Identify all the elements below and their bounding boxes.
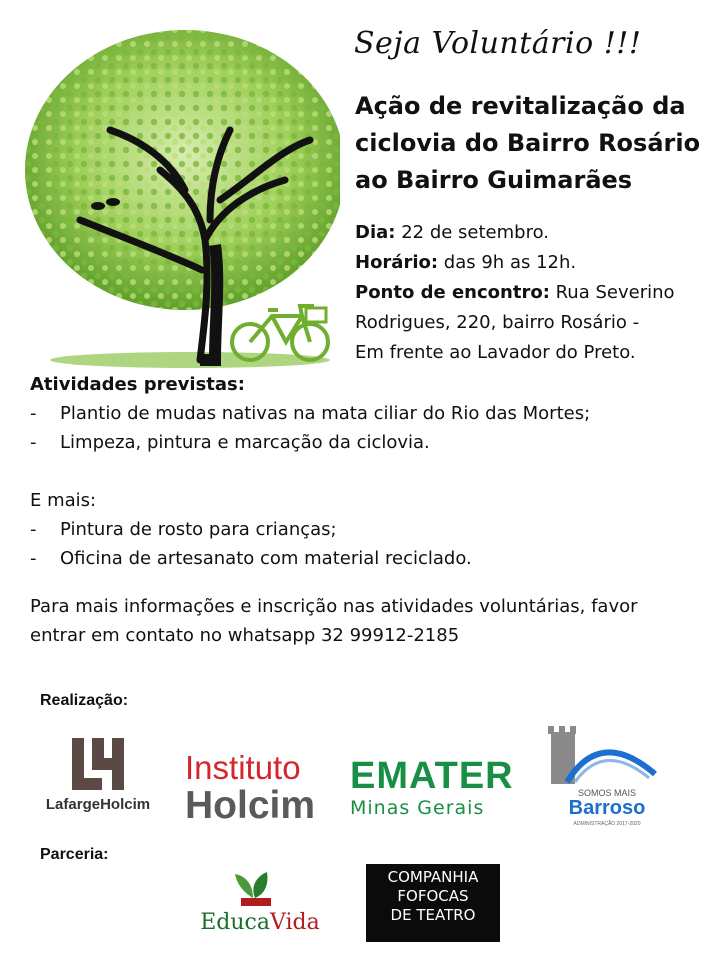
contact-line: entrar em contato no whatsapp 32 99912-2185 (30, 625, 460, 646)
list-item (30, 428, 710, 457)
date-label: Dia: (355, 222, 396, 243)
body-text (30, 370, 710, 573)
fofocas-line: DE TEATRO (390, 906, 476, 924)
parceria-label: Parceria: (40, 846, 109, 863)
educa-word: Educa (200, 910, 270, 935)
event-details (355, 218, 715, 368)
instituto-holcim-logo (185, 750, 335, 826)
activity-item: Limpeza, pintura e marcação da ciclovia. (60, 432, 430, 453)
holcim-text: Holcim (185, 784, 316, 827)
realizacao-label: Realização: (40, 692, 129, 709)
emater-logo (350, 756, 520, 820)
instituto-text: Instituto (185, 749, 301, 786)
headline-line: ciclovia do Bairro Rosário (355, 129, 701, 157)
activity-item: Plantio de mudas nativas na mata ciliar do Rio das Mortes; (60, 403, 591, 424)
list-item (30, 544, 710, 573)
barroso-admin: ADMINISTRAÇÃO 2017-2020 (573, 821, 641, 827)
tagline: Seja Voluntário !!! (354, 26, 642, 61)
emater-text: EMATER (350, 755, 514, 797)
list-item (30, 515, 710, 544)
tree-bicycle-illustration (10, 20, 340, 370)
barroso-somos-mais: SOMOS MAIS (577, 788, 637, 798)
headline (355, 88, 715, 199)
somos-mais-barroso-logo (545, 724, 670, 829)
extras-title: E mais: (30, 490, 97, 511)
meeting-point-line: Em frente ao Lavador do Preto. (355, 342, 636, 363)
minas-gerais-text: Minas Gerais (350, 797, 485, 819)
barroso-name: Barroso (568, 797, 646, 819)
fofocas-teatro-name (366, 868, 500, 925)
headline-line: Ação de revitalização da (355, 92, 686, 120)
meeting-point-value: Rua Severino (549, 282, 675, 303)
activities-title: Atividades previstas: (30, 374, 245, 395)
educavida-name (195, 910, 325, 935)
bullet: - (30, 432, 37, 453)
time-line (355, 248, 715, 278)
extra-item: Oficina de artesanato com material reciclado. (60, 548, 472, 569)
contact-line: Para mais informações e inscrição nas atividades voluntárias, favor (30, 596, 638, 617)
date-value: 22 de setembro. (395, 222, 550, 243)
lafargeholcim-name: LafargeHolcim (45, 796, 151, 813)
meeting-point-label: Ponto de encontro: (355, 282, 550, 303)
headline-line: ao Bairro Guimarães (355, 166, 633, 194)
time-label: Horário: (355, 252, 439, 273)
date-line (355, 218, 715, 248)
meeting-point-line (355, 278, 715, 308)
bullet: - (30, 548, 37, 569)
bullet: - (30, 519, 37, 540)
fofocas-line: FOFOCAS (397, 887, 469, 905)
extra-item: Pintura de rosto para crianças; (60, 519, 337, 540)
time-value: das 9h as 12h. (438, 252, 577, 273)
meeting-point-line: Rodrigues, 220, bairro Rosário - (355, 312, 640, 333)
fofocas-line: COMPANHIA (387, 868, 479, 886)
contact-info (30, 592, 710, 650)
list-item (30, 399, 710, 428)
bullet: - (30, 403, 37, 424)
vida-word: Vida (270, 910, 320, 935)
